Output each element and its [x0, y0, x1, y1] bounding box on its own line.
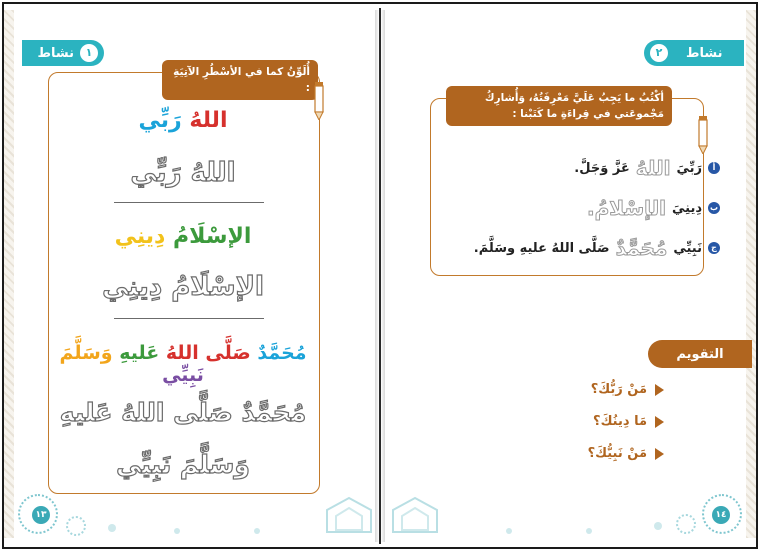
right-decorative-edge	[746, 10, 756, 538]
trace-text[interactable]: الإسْلامُ.	[587, 196, 666, 220]
dot-ornament	[654, 522, 662, 530]
instruction-banner: أُلَوِّنُ كما في الأسْطُرِ الآتِيَةِ :	[162, 60, 318, 100]
pencil-icon	[698, 114, 708, 154]
question-item	[588, 446, 664, 461]
item-prefix: رَبِّيَ	[676, 160, 702, 176]
colored-line-1	[48, 108, 318, 133]
activity-tab-label: نشاط	[37, 45, 74, 61]
left-page	[14, 10, 374, 538]
spine-line	[379, 8, 381, 544]
dot-ornament	[174, 528, 180, 534]
divider-2	[114, 318, 264, 319]
triangle-bullet-icon	[655, 416, 664, 428]
item-suffix: عَزَّ وَجَلَّ.	[574, 160, 630, 176]
triangle-bullet-icon	[655, 384, 664, 396]
word-alayhi: عَليهِ	[119, 342, 160, 364]
dot-ornament	[586, 528, 592, 534]
outline-line-1: اللهُ رَبِّي	[130, 158, 236, 188]
word-islam: الإسْلَامُ	[173, 224, 252, 249]
trace-text[interactable]: مُحَمَّدٌ	[615, 236, 668, 260]
rosette-ornament	[676, 514, 696, 534]
item-suffix: صَلَّى اللهُ عليهِ وسَلَّمَ.	[473, 240, 610, 256]
word-salla: صَلَّى	[205, 342, 251, 364]
activity-tab-number: ١	[80, 44, 98, 62]
left-decorative-edge	[4, 10, 14, 538]
item-badge: ب	[709, 203, 719, 212]
divider-1	[114, 202, 264, 203]
question-text: مَنْ رَبُّكَ؟	[590, 382, 647, 397]
outline-line-3b: وَسَلَّمَ نَبِيِّي	[116, 450, 250, 479]
word-dini: دِينِي	[114, 224, 166, 249]
activity-tab-label: نشاط	[686, 45, 723, 61]
rosette-ornament	[66, 516, 86, 536]
right-page	[386, 10, 746, 538]
question-item	[593, 414, 664, 429]
instruction-line-2: مَجْموعَتي في قِراءَةِ ما كَتَبْنا :	[512, 108, 664, 120]
list-item	[474, 236, 720, 260]
activity-tab-number: ٢	[650, 44, 668, 62]
outline-line-2: الإسْلَامُ دِينِي	[102, 272, 264, 302]
page-number-right: ١٤	[712, 506, 730, 524]
word-muhammad: مُحَمَّدٌ	[257, 342, 307, 364]
question-text: مَنْ نَبِيُّكَ؟	[587, 446, 647, 461]
dot-ornament	[506, 528, 512, 534]
page-number-left: ١٣	[32, 506, 50, 524]
geometric-ornament	[324, 496, 374, 534]
question-item	[591, 382, 664, 397]
instruction-line-1: أكْتُبُ ما يَجِبُ عَلَيَّ مَعْرِفَتُهُ، وَأُشارِكُ	[484, 92, 664, 104]
triangle-bullet-icon	[655, 448, 664, 460]
dot-ornament	[254, 528, 260, 534]
dot-ornament	[108, 524, 116, 532]
activity-tab-1	[22, 40, 104, 66]
word-allah: اللهُ	[189, 108, 228, 133]
colored-line-2	[48, 224, 318, 249]
item-badge: أ	[708, 162, 720, 174]
list-item	[587, 196, 720, 220]
word-wasallam: وَسَلَّمَ	[59, 342, 113, 364]
activity-tab-2	[644, 40, 744, 66]
item-prefix: نَبِيِّي	[673, 240, 702, 256]
instruction-banner	[446, 86, 672, 126]
rosette-ornament	[18, 494, 58, 534]
item-prefix: دِينِيَ	[671, 200, 702, 216]
trace-text[interactable]: اللهُ	[635, 156, 671, 180]
list-item	[574, 156, 720, 180]
word-allah-2: اللهُ	[165, 342, 199, 364]
assessment-title: التقويم	[648, 340, 752, 368]
question-text: مَا دِينُكَ؟	[593, 414, 647, 429]
word-rabbi: رَبِّي	[138, 108, 182, 133]
geometric-ornament	[390, 496, 440, 534]
outline-line-3a: مُحَمَّدٌ صَلَّى اللهُ عَليهِ	[59, 398, 307, 427]
word-nabiyyi: نَبِيِّي	[162, 364, 204, 386]
colored-line-3	[48, 342, 318, 386]
item-badge: ج	[708, 242, 720, 254]
